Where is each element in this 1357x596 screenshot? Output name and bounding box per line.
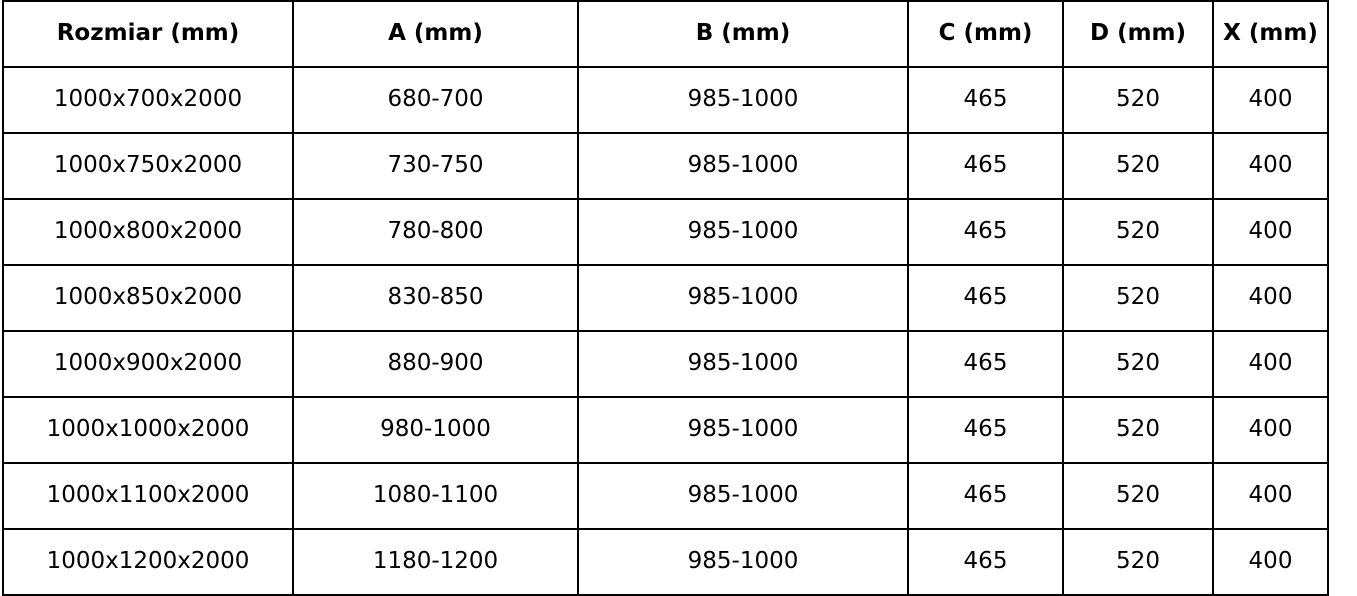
cell-d: 520: [1063, 529, 1213, 595]
cell-b: 985-1000: [578, 331, 908, 397]
cell-d: 520: [1063, 463, 1213, 529]
cell-a: 1080-1100: [293, 463, 578, 529]
table-row: [3, 463, 1328, 529]
cell-b: 985-1000: [578, 265, 908, 331]
cell-b: 985-1000: [578, 133, 908, 199]
cell-b: 985-1000: [578, 199, 908, 265]
column-header-c: C (mm): [908, 1, 1063, 67]
cell-d: 520: [1063, 133, 1213, 199]
cell-x: 400: [1213, 397, 1328, 463]
cell-c: 465: [908, 199, 1063, 265]
cell-d: 520: [1063, 397, 1213, 463]
table-row: [3, 331, 1328, 397]
table-header-row: [3, 1, 1328, 67]
cell-a: 1180-1200: [293, 529, 578, 595]
cell-size: 1000x800x2000: [3, 199, 293, 265]
cell-c: 465: [908, 529, 1063, 595]
cell-x: 400: [1213, 199, 1328, 265]
table-row: [3, 67, 1328, 133]
cell-a: 830-850: [293, 265, 578, 331]
cell-x: 400: [1213, 331, 1328, 397]
dimensions-table: [2, 0, 1329, 596]
table-row: [3, 199, 1328, 265]
cell-c: 465: [908, 397, 1063, 463]
table-row: [3, 529, 1328, 595]
cell-b: 985-1000: [578, 529, 908, 595]
cell-a: 880-900: [293, 331, 578, 397]
cell-c: 465: [908, 463, 1063, 529]
cell-x: 400: [1213, 463, 1328, 529]
cell-size: 1000x1000x2000: [3, 397, 293, 463]
column-header-size: Rozmiar (mm): [3, 1, 293, 67]
cell-x: 400: [1213, 529, 1328, 595]
table-header: [3, 1, 1328, 67]
cell-d: 520: [1063, 331, 1213, 397]
cell-a: 730-750: [293, 133, 578, 199]
cell-size: 1000x750x2000: [3, 133, 293, 199]
cell-c: 465: [908, 67, 1063, 133]
table-row: [3, 397, 1328, 463]
cell-x: 400: [1213, 133, 1328, 199]
cell-d: 520: [1063, 199, 1213, 265]
cell-d: 520: [1063, 67, 1213, 133]
cell-size: 1000x1100x2000: [3, 463, 293, 529]
table-body: [3, 67, 1328, 595]
cell-size: 1000x900x2000: [3, 331, 293, 397]
cell-size: 1000x700x2000: [3, 67, 293, 133]
column-header-d: D (mm): [1063, 1, 1213, 67]
cell-c: 465: [908, 331, 1063, 397]
cell-x: 400: [1213, 265, 1328, 331]
cell-c: 465: [908, 133, 1063, 199]
cell-a: 780-800: [293, 199, 578, 265]
table-row: [3, 133, 1328, 199]
column-header-x: X (mm): [1213, 1, 1328, 67]
cell-b: 985-1000: [578, 463, 908, 529]
cell-x: 400: [1213, 67, 1328, 133]
cell-a: 980-1000: [293, 397, 578, 463]
column-header-a: A (mm): [293, 1, 578, 67]
cell-a: 680-700: [293, 67, 578, 133]
cell-c: 465: [908, 265, 1063, 331]
column-header-b: B (mm): [578, 1, 908, 67]
cell-d: 520: [1063, 265, 1213, 331]
cell-size: 1000x1200x2000: [3, 529, 293, 595]
cell-b: 985-1000: [578, 397, 908, 463]
cell-b: 985-1000: [578, 67, 908, 133]
table-row: [3, 265, 1328, 331]
cell-size: 1000x850x2000: [3, 265, 293, 331]
